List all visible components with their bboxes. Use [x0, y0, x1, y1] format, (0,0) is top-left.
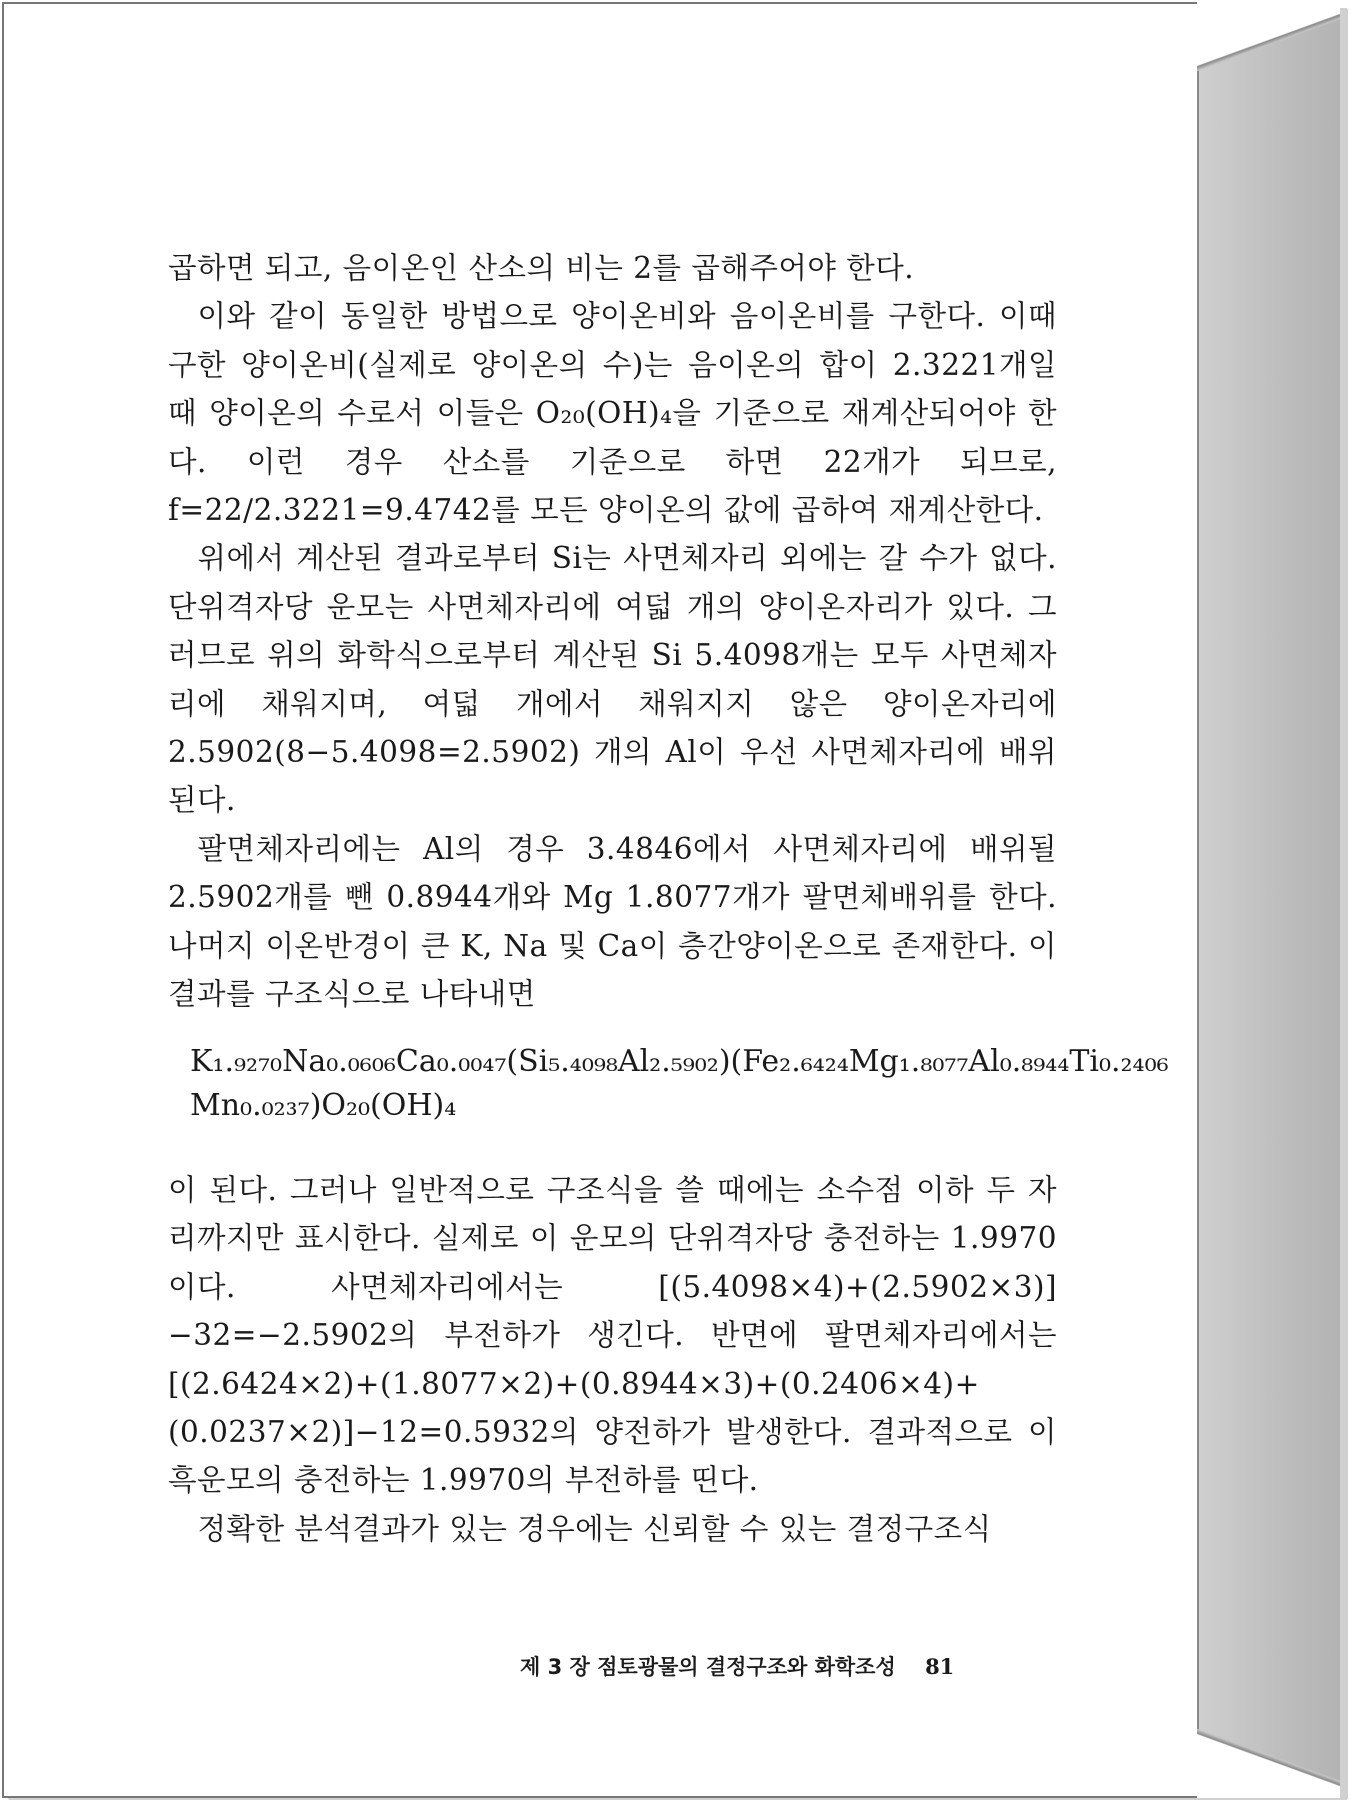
book-spine — [1197, 2, 1340, 1798]
paragraph: 이와 같이 동일한 방법으로 양이온비와 음이온비를 구한다. 이때 구한 양이온비(실제로 양이온의 수)는 음이온의 합이 2.3221개일 때 양이온의 수로서 이들은 O₂₀(OH)₄을 기준으로 재계산되어야 한다. 이런 경우 산소를 기준으로 하면 22개가 되므로, f=22/2.3221=9.4742를 모든 양이온의 값에 곱하여 재계산한다. — [168, 299, 1057, 528]
spine-corner-bottom — [1197, 1718, 1340, 1798]
formula-line-1: K₁.₉₂₇₀Na₀.₀₆₀₆Ca₀.₀₀₄₇(Si₅.₄₀₉₈Al₂.₅₉₀₂)(Fe₂.₆₄₂₄Mg₁.₈₀₇₇Al₀.₈₉₄₄Ti₀.₂₄₀₆ — [190, 1044, 1169, 1079]
body-text-upper — [168, 244, 1057, 1019]
paragraph: 팔면체자리에는 Al의 경우 3.4846에서 사면체자리에 배위될 2.5902개를 뺀 0.8944개와 Mg 1.8077개가 팔면체배위를 한다. 나머지 이온반경이 큰 K, Na 및 Ca이 층간양이온으로 존재한다. 이 결과를 구조식으로 나타내면 — [168, 831, 1057, 1012]
body-text-lower — [168, 1166, 1057, 1553]
formula-line-2: Mn₀.₀₂₃₇)O₂₀(OH)₄ — [190, 1088, 457, 1123]
chapter-title: 제 3 장 점토광물의 결정구조와 화학조성 — [520, 1655, 896, 1679]
paragraph: 이 된다. 그러나 일반적으로 구조식을 쓸 때에는 소수점 이하 두 자리까지만 표시한다. 실제로 이 운모의 단위격자당 충전하는 1.9970이다. 사면체자리에서는 [(5.4098×4)+(2.5902×3)]−32=−2.5902의 부전하가 생긴다. 반면에 팔면체자리에서는 [(2.6424×2)+(1.8077×2)+(0.8944×3)+(0.2406×4)+(0.0237×2)]−12=0.5932의 양전하가 발생한다. 결과적으로 이 흑운모의 충전하는 1.9970의 부전하를 띤다. — [168, 1173, 1057, 1498]
structural-formula — [190, 1040, 1169, 1128]
paragraph: 정확한 분석결과가 있는 경우에는 신뢰할 수 있는 결정구조식 — [197, 1511, 992, 1546]
page-number: 81 — [925, 1654, 955, 1679]
spine-corner-top — [1197, 2, 1340, 82]
paragraph: 곱하면 되고, 음이온인 산소의 비는 2를 곱해주어야 한다. — [168, 251, 915, 285]
page-footer — [520, 1651, 1060, 1681]
paragraph: 위에서 계산된 결과로부터 Si는 사면체자리 외에는 갈 수가 없다. 단위격자당 운모는 사면체자리에 여덟 개의 양이온자리가 있다. 그러므로 위의 화학식으로부터 계산된 Si 5.4098개는 모두 사면체자리에 채워지며, 여덟 개에서 채워지지 않은 양이온자리에 2.5902(8−5.4098=2.5902) 개의 Al이 우선 사면체자리에 배위된다. — [168, 541, 1057, 818]
